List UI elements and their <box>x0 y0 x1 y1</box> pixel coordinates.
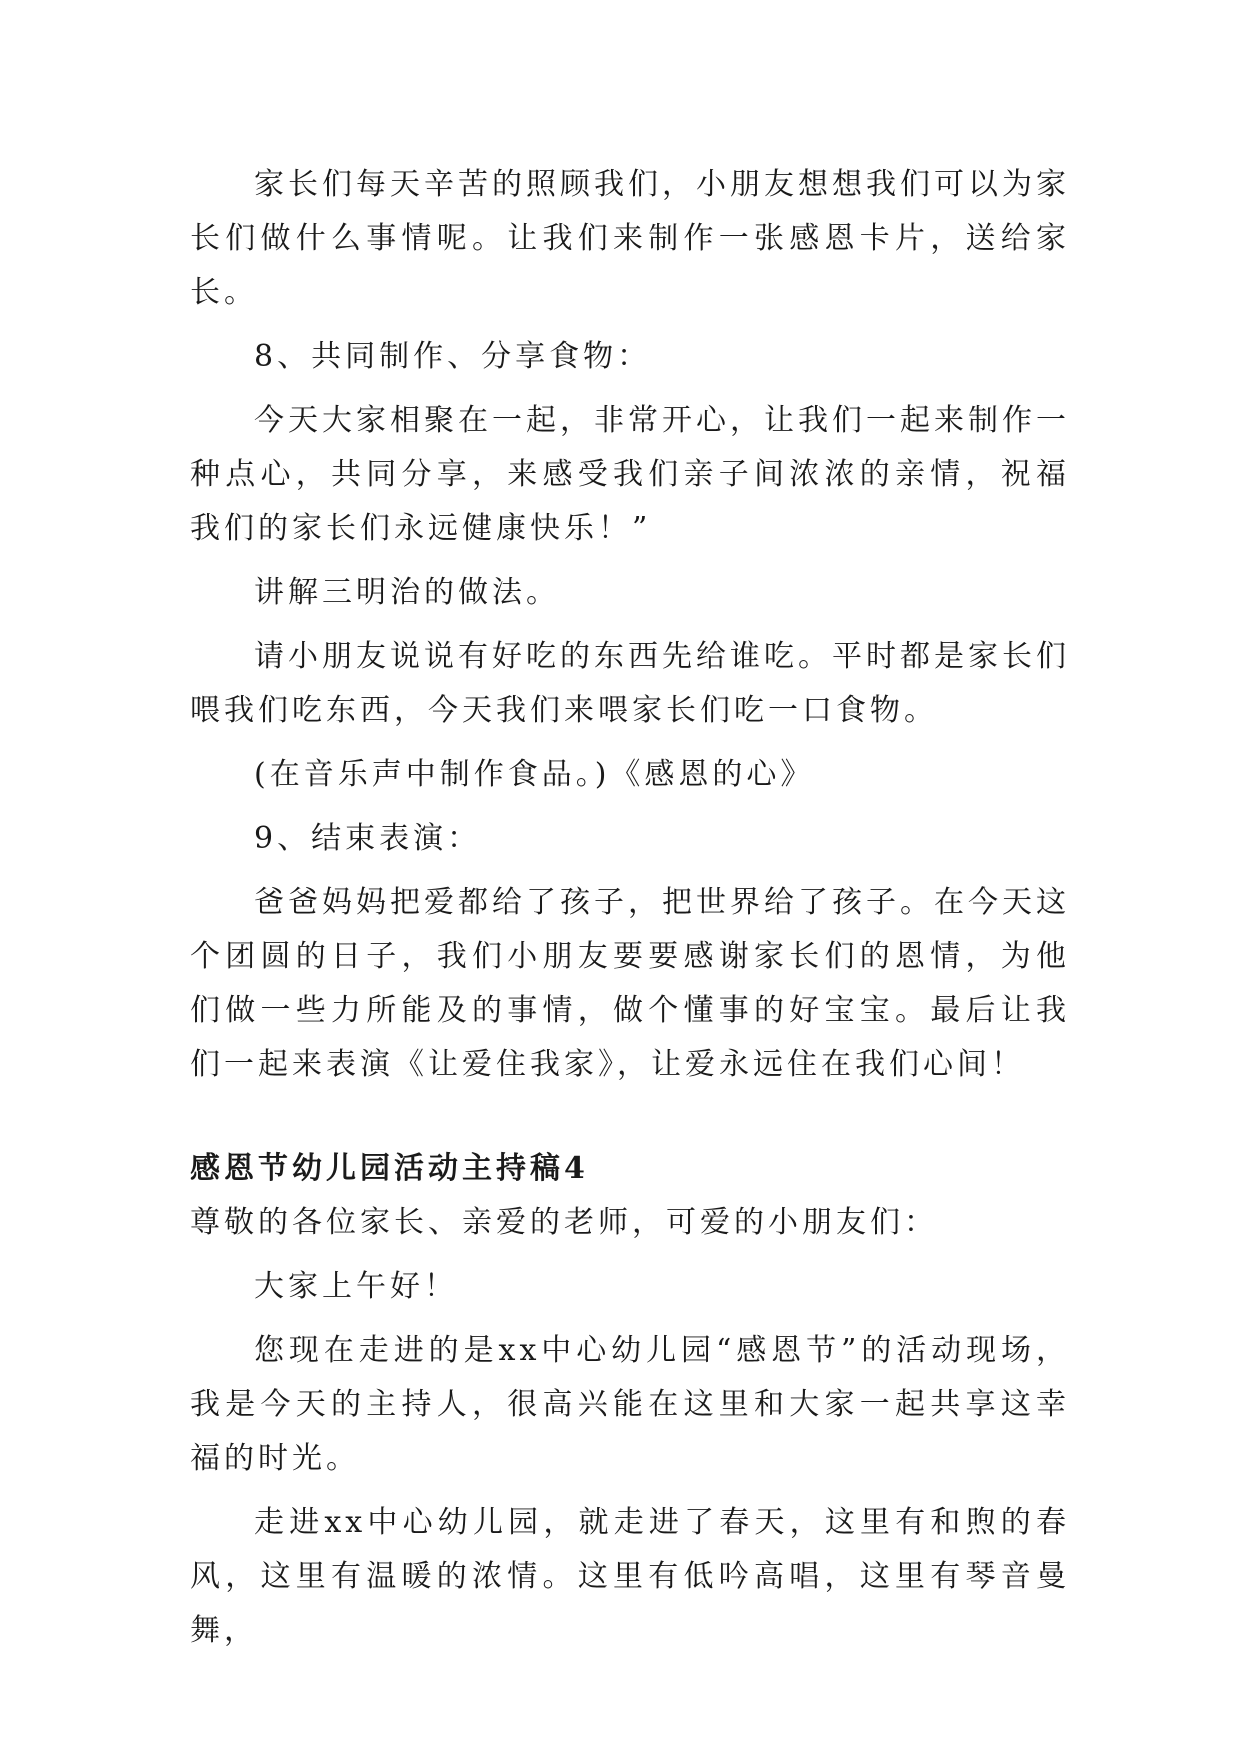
paragraph: (在音乐声中制作食品。)《感恩的心》 <box>254 757 815 792</box>
paragraph: 家长们每天辛苦的照顾我们，小朋友想想我们可以为家长们做什么事情呢。让我们来制作一张感恩卡片，送给家长。 <box>190 167 1070 310</box>
paragraph: 讲解三明治的做法。 <box>254 575 560 610</box>
section-title: 感恩节幼儿园活动主持稿4 <box>190 1151 589 1186</box>
paragraph: 今天大家相聚在一起，非常开心，让我们一起来制作一种点心，共同分享，来感受我们亲子间浓浓的亲情，祝福我们的家长们永远健康快乐！” <box>190 403 1070 546</box>
paragraph: 大家上午好！ <box>254 1269 458 1304</box>
paragraph: 9、结束表演： <box>254 821 482 856</box>
document-body <box>190 158 1070 1668</box>
paragraph: 走进xx中心幼儿园，就走进了春天，这里有和煦的春风，这里有温暖的浓情。这里有低吟高唱，这里有琴音曼舞， <box>190 1505 1070 1648</box>
salutation: 尊敬的各位家长、亲爱的老师，可爱的小朋友们： <box>190 1205 938 1240</box>
paragraph: 8、共同制作、分享食物： <box>254 339 652 374</box>
paragraph: 爸爸妈妈把爱都给了孩子，把世界给了孩子。在今天这个团圆的日子，我们小朋友要要感谢家长们的恩情，为他们做一些力所能及的事情，做个懂事的好宝宝。最后让我们一起来表演《让爱住我家》，让爱永远住在我们心间！ <box>190 885 1070 1082</box>
section-spacer <box>190 1102 1070 1142</box>
paragraph: 您现在走进的是xx中心幼儿园“感恩节”的活动现场，我是今天的主持人，很高兴能在这里和大家一起共享这幸福的时光。 <box>190 1333 1070 1476</box>
paragraph: 请小朋友说说有好吃的东西先给谁吃。平时都是家长们喂我们吃东西，今天我们来喂家长们吃一口食物。 <box>190 639 1070 728</box>
